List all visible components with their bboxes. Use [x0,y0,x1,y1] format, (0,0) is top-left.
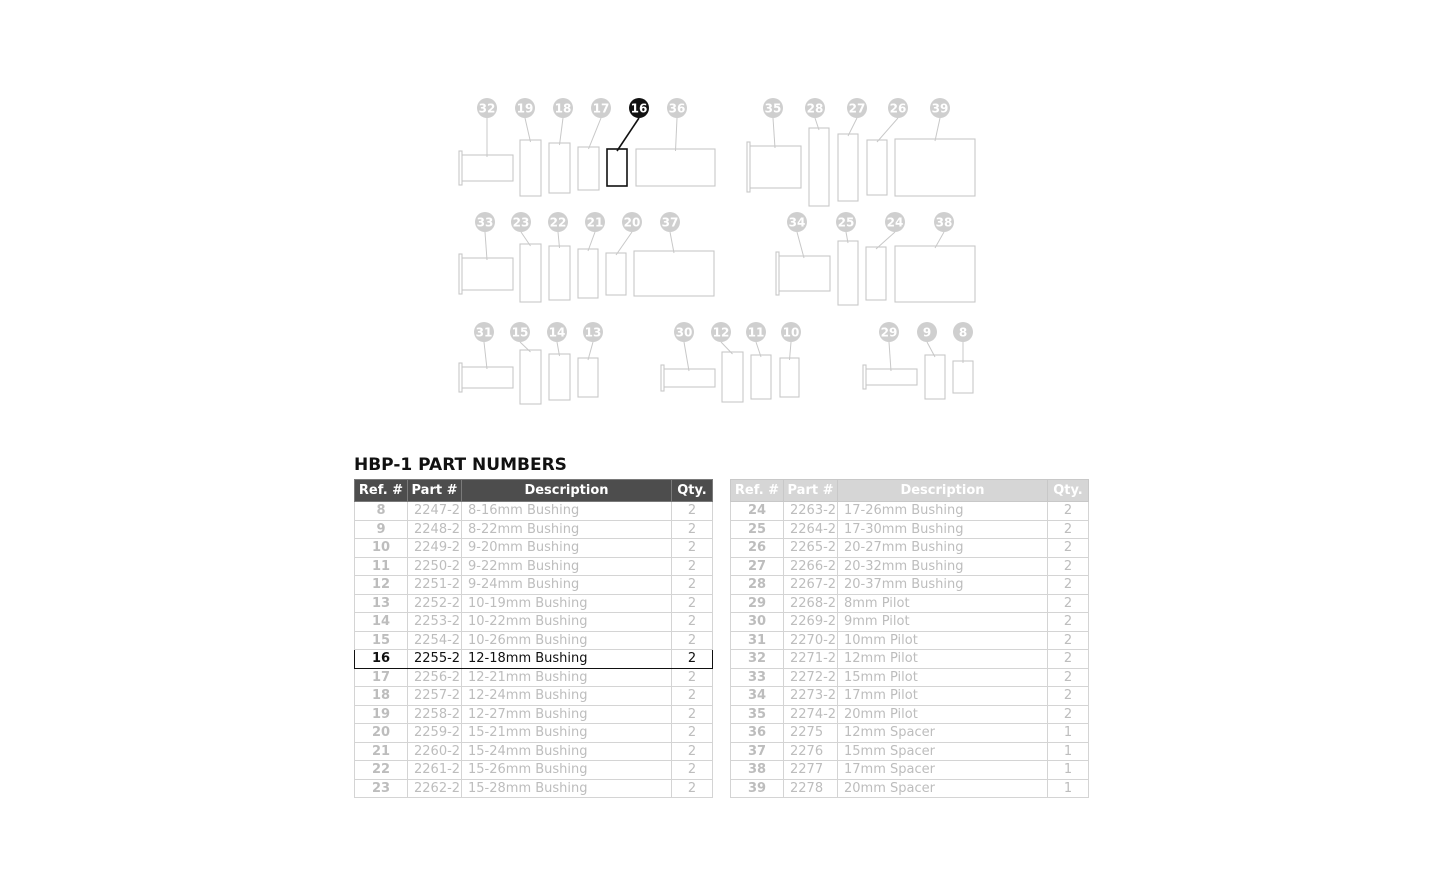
ref-cell: 15 [355,631,408,650]
ref-cell: 19 [355,705,408,724]
qty-cell: 2 [672,613,713,632]
description-cell: 15-28mm Bushing [462,779,672,798]
section-title: HBP-1 PART NUMBERS [354,455,567,475]
qty-cell: 2 [1048,613,1089,632]
description-cell: 9mm Pilot [838,613,1048,632]
part-number-cell: 2274-2 [784,705,838,724]
table-header-row [731,480,1089,502]
pilot-part-34 [778,256,830,291]
qty-cell: 2 [672,594,713,613]
table-row [355,761,713,780]
bushing-part-14 [549,354,570,400]
part-number-cell: 2272-2 [784,668,838,687]
ref-cell: 38 [731,761,784,780]
qty-cell: 2 [672,502,713,521]
ref-cell: 31 [731,631,784,650]
ref-cell: 9 [355,520,408,539]
ref-cell: 39 [731,779,784,798]
part-number-cell: 2254-2 [408,631,462,650]
bushing-part-24 [866,247,886,300]
qty-cell: 2 [672,539,713,558]
callout-label-25: 25 [837,215,855,230]
description-cell: 17mm Pilot [838,687,1048,706]
header-ref: Ref. # [731,480,784,502]
pilot-part-32 [461,155,513,181]
callout-label-36: 36 [668,101,686,116]
table-row [355,650,713,669]
table-row [355,779,713,798]
ref-cell: 13 [355,594,408,613]
qty-cell: 2 [1048,650,1089,669]
pilot-flange-31 [459,363,462,392]
table-row [355,668,713,687]
callout-label-15: 15 [511,325,529,340]
callout-label-8: 8 [958,325,968,340]
header-qty: Qty. [1048,480,1089,502]
spacer-part-38 [895,246,975,302]
leader-line-35 [773,118,775,148]
callout-label-17: 17 [592,101,610,116]
ref-cell: 26 [731,539,784,558]
table-row [731,502,1089,521]
ref-cell: 24 [731,502,784,521]
description-cell: 20-27mm Bushing [838,539,1048,558]
callout-label-31: 31 [475,325,493,340]
table-row [355,539,713,558]
bushing-part-28 [809,128,829,206]
ref-cell: 33 [731,668,784,687]
description-cell: 17-30mm Bushing [838,520,1048,539]
callout-label-11: 11 [747,325,765,340]
description-cell: 20-37mm Bushing [838,576,1048,595]
part-number-cell: 2268-2 [784,594,838,613]
spacer-part-39 [895,139,975,196]
table-row [355,742,713,761]
leader-line-10 [790,342,792,360]
ref-cell: 22 [355,761,408,780]
qty-cell: 2 [1048,502,1089,521]
qty-cell: 2 [672,705,713,724]
qty-cell: 2 [672,557,713,576]
pilot-flange-29 [863,365,866,389]
header-description: Description [462,480,672,502]
bushing-part-9 [925,355,945,399]
description-cell: 15-26mm Bushing [462,761,672,780]
part-number-cell: 2265-2 [784,539,838,558]
table-row [731,557,1089,576]
callout-label-38: 38 [935,215,953,230]
leader-line-16 [617,118,639,151]
leader-line-39 [935,118,940,141]
pilot-flange-33 [459,254,462,294]
part-number-cell: 2263-2 [784,502,838,521]
qty-cell: 1 [1048,761,1089,780]
spacer-part-37 [634,251,714,296]
ref-cell: 37 [731,742,784,761]
description-cell: 17mm Spacer [838,761,1048,780]
leader-line-20 [616,232,632,255]
table-row [731,705,1089,724]
description-cell: 12mm Spacer [838,724,1048,743]
description-cell: 8-22mm Bushing [462,520,672,539]
callout-label-26: 26 [889,101,907,116]
parts-diagram [0,0,1443,430]
part-number-cell: 2275 [784,724,838,743]
table-row [355,594,713,613]
callout-label-10: 10 [782,325,800,340]
qty-cell: 2 [672,687,713,706]
qty-cell: 1 [1048,724,1089,743]
part-number-cell: 2267-2 [784,576,838,595]
table-row [731,761,1089,780]
header-qty: Qty. [672,480,713,502]
part-number-cell: 2258-2 [408,705,462,724]
table-row [731,539,1089,558]
ref-cell: 11 [355,557,408,576]
description-cell: 8mm Pilot [838,594,1048,613]
qty-cell: 2 [672,724,713,743]
pilot-part-31 [461,367,513,388]
qty-cell: 2 [1048,576,1089,595]
bushing-part-15 [520,350,541,404]
description-cell: 12mm Pilot [838,650,1048,669]
leader-line-27 [848,118,857,136]
callout-label-9: 9 [922,325,932,340]
table-row [355,576,713,595]
callout-label-23: 23 [512,215,530,230]
table-row [355,613,713,632]
ref-cell: 12 [355,576,408,595]
bushing-part-21 [578,249,598,298]
part-number-cell: 2251-2 [408,576,462,595]
header-description: Description [838,480,1048,502]
qty-cell: 2 [672,650,713,669]
bushing-part-17 [578,147,599,190]
leader-line-29 [889,342,891,371]
description-cell: 15mm Pilot [838,668,1048,687]
qty-cell: 2 [1048,668,1089,687]
table-row [731,520,1089,539]
description-cell: 10mm Pilot [838,631,1048,650]
table-row [731,668,1089,687]
ref-cell: 29 [731,594,784,613]
qty-cell: 2 [1048,631,1089,650]
callout-label-39: 39 [931,101,949,116]
ref-cell: 10 [355,539,408,558]
description-cell: 10-22mm Bushing [462,613,672,632]
callout-label-13: 13 [584,325,602,340]
description-cell: 9-22mm Bushing [462,557,672,576]
pilot-flange-35 [747,142,750,192]
ref-cell: 18 [355,687,408,706]
description-cell: 15-24mm Bushing [462,742,672,761]
description-cell: 15mm Spacer [838,742,1048,761]
leader-line-18 [560,118,564,145]
bushing-part-13 [578,358,598,397]
callout-label-12: 12 [712,325,730,340]
callout-label-20: 20 [623,215,641,230]
leader-line-31 [484,342,487,369]
ref-cell: 32 [731,650,784,669]
callout-label-28: 28 [806,101,824,116]
part-number-cell: 2277 [784,761,838,780]
part-number-cell: 2260-2 [408,742,462,761]
part-number-cell: 2271-2 [784,650,838,669]
bushing-part-19 [520,140,541,196]
ref-cell: 30 [731,613,784,632]
callout-label-24: 24 [886,215,904,230]
callout-label-16: 16 [630,101,648,116]
bushing-part-27 [838,134,858,201]
table-row [355,724,713,743]
pilot-part-29 [865,369,917,385]
part-number-cell: 2259-2 [408,724,462,743]
part-number-cell: 2255-2 [408,650,462,669]
callout-label-33: 33 [476,215,494,230]
parts-table-left [354,479,713,798]
pilot-flange-30 [661,365,664,391]
leader-line-17 [589,118,602,149]
ref-cell: 27 [731,557,784,576]
leader-line-21 [588,232,595,251]
qty-cell: 2 [672,520,713,539]
description-cell: 20-32mm Bushing [838,557,1048,576]
ref-cell: 25 [731,520,784,539]
part-number-cell: 2266-2 [784,557,838,576]
part-number-cell: 2248-2 [408,520,462,539]
parts-table-right [730,479,1089,798]
description-cell: 9-20mm Bushing [462,539,672,558]
ref-cell: 14 [355,613,408,632]
table-header-row [355,480,713,502]
callout-label-37: 37 [661,215,679,230]
qty-cell: 1 [1048,742,1089,761]
description-cell: 10-26mm Bushing [462,631,672,650]
ref-cell: 28 [731,576,784,595]
qty-cell: 2 [672,761,713,780]
ref-cell: 35 [731,705,784,724]
bushing-part-8 [953,361,973,393]
ref-cell: 34 [731,687,784,706]
bushing-part-12 [722,352,743,402]
description-cell: 15-21mm Bushing [462,724,672,743]
table-row [731,613,1089,632]
table-row [731,724,1089,743]
part-number-cell: 2253-2 [408,613,462,632]
ref-cell: 17 [355,668,408,687]
bushing-part-22 [549,246,570,300]
part-number-cell: 2250-2 [408,557,462,576]
header-part: Part # [408,480,462,502]
leader-line-34 [797,232,804,258]
description-cell: 20mm Pilot [838,705,1048,724]
part-number-cell: 2257-2 [408,687,462,706]
qty-cell: 2 [672,576,713,595]
callout-label-35: 35 [764,101,782,116]
leader-line-33 [485,232,487,260]
part-number-cell: 2247-2 [408,502,462,521]
table-row [731,687,1089,706]
spacer-part-36 [636,149,715,186]
ref-cell: 21 [355,742,408,761]
table-row [355,557,713,576]
ref-cell: 16 [355,650,408,669]
qty-cell: 1 [1048,779,1089,798]
callout-label-14: 14 [548,325,566,340]
bushing-part-16 [607,149,627,186]
pilot-flange-32 [459,151,462,185]
bushing-part-10 [780,358,799,397]
description-cell: 10-19mm Bushing [462,594,672,613]
table-row [355,687,713,706]
leader-line-13 [588,342,593,360]
qty-cell: 2 [1048,687,1089,706]
part-number-cell: 2249-2 [408,539,462,558]
part-number-cell: 2273-2 [784,687,838,706]
bushing-part-25 [838,241,858,305]
qty-cell: 2 [672,779,713,798]
table-row [355,631,713,650]
part-number-cell: 2252-2 [408,594,462,613]
part-number-cell: 2278 [784,779,838,798]
description-cell: 12-18mm Bushing [462,650,672,669]
table-row [731,650,1089,669]
qty-cell: 2 [1048,520,1089,539]
qty-cell: 2 [672,631,713,650]
bushing-part-23 [520,244,541,302]
qty-cell: 2 [1048,705,1089,724]
part-number-cell: 2269-2 [784,613,838,632]
part-number-cell: 2261-2 [408,761,462,780]
qty-cell: 2 [1048,539,1089,558]
leader-line-30 [684,342,689,371]
description-cell: 8-16mm Bushing [462,502,672,521]
ref-cell: 36 [731,724,784,743]
header-part: Part # [784,480,838,502]
table-row [355,520,713,539]
header-ref: Ref. # [355,480,408,502]
bushing-part-18 [549,143,570,193]
description-cell: 20mm Spacer [838,779,1048,798]
description-cell: 17-26mm Bushing [838,502,1048,521]
callout-label-29: 29 [880,325,898,340]
leader-line-37 [670,232,674,253]
table-row [731,576,1089,595]
ref-cell: 8 [355,502,408,521]
pilot-part-33 [461,258,513,290]
leader-line-26 [877,118,898,142]
description-cell: 12-21mm Bushing [462,668,672,687]
part-number-cell: 2276 [784,742,838,761]
part-number-cell: 2264-2 [784,520,838,539]
table-row [731,631,1089,650]
description-cell: 9-24mm Bushing [462,576,672,595]
callout-label-27: 27 [848,101,866,116]
callout-label-18: 18 [554,101,572,116]
callout-label-32: 32 [478,101,496,116]
table-row [355,705,713,724]
part-number-cell: 2256-2 [408,668,462,687]
callout-label-22: 22 [549,215,567,230]
part-number-cell: 2270-2 [784,631,838,650]
ref-cell: 20 [355,724,408,743]
callout-label-30: 30 [675,325,693,340]
table-row [731,742,1089,761]
qty-cell: 2 [672,668,713,687]
bushing-part-20 [606,253,626,295]
pilot-part-30 [663,369,715,387]
pilot-part-35 [749,146,801,188]
bushing-part-11 [751,355,771,399]
leader-line-24 [876,232,895,249]
callout-label-34: 34 [788,215,806,230]
ref-cell: 23 [355,779,408,798]
callout-label-19: 19 [516,101,534,116]
bushing-part-26 [867,140,887,195]
part-number-cell: 2262-2 [408,779,462,798]
callout-label-21: 21 [586,215,604,230]
leader-line-19 [525,118,531,142]
table-row [355,502,713,521]
description-cell: 12-27mm Bushing [462,705,672,724]
qty-cell: 2 [672,742,713,761]
table-row [731,594,1089,613]
description-cell: 12-24mm Bushing [462,687,672,706]
qty-cell: 2 [1048,594,1089,613]
leader-line-36 [676,118,678,151]
qty-cell: 2 [1048,557,1089,576]
table-row [731,779,1089,798]
pilot-flange-34 [776,252,779,295]
